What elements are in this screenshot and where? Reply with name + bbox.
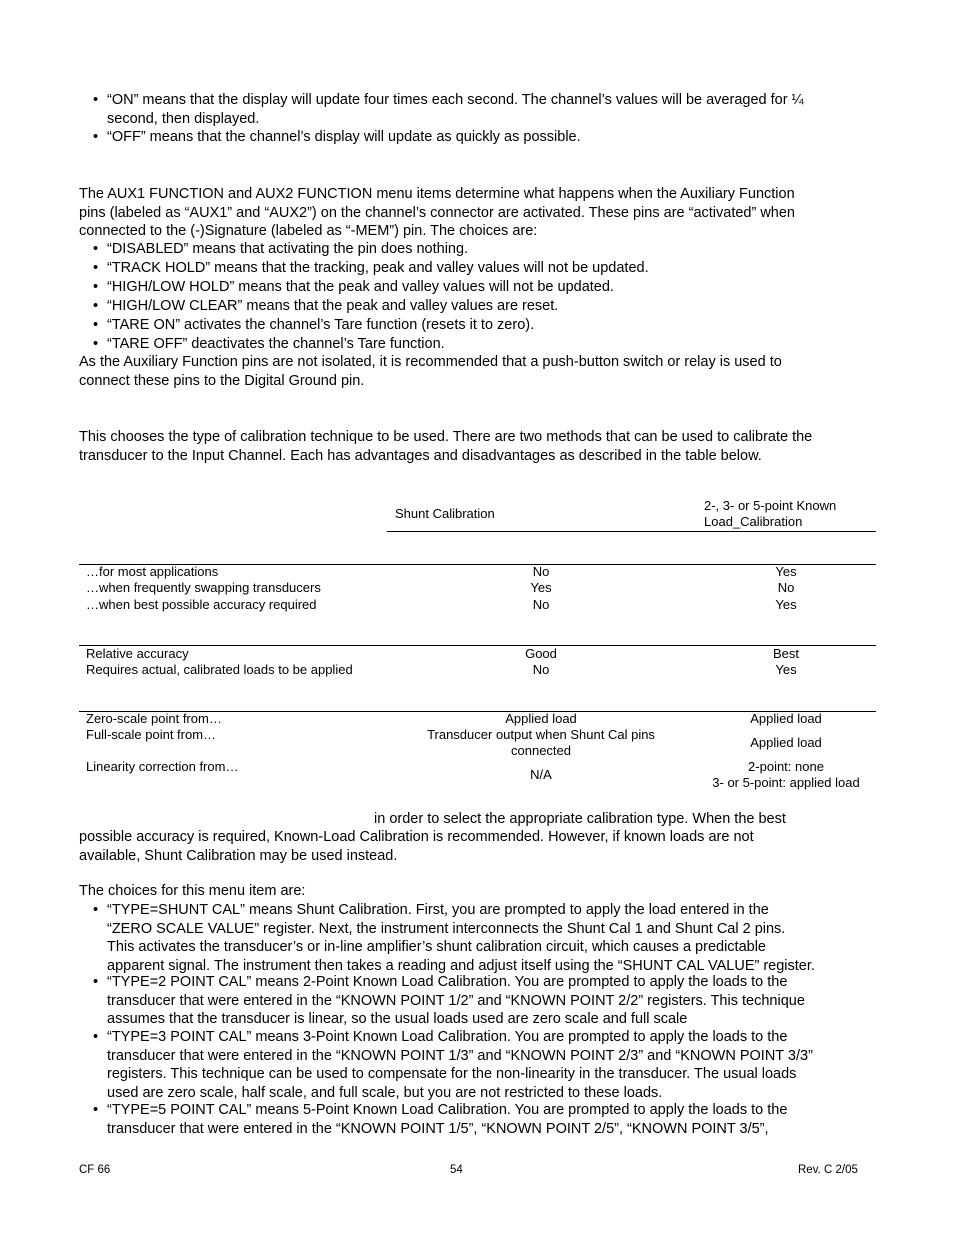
shunt-value: No	[532, 564, 550, 579]
cell-line: connected	[511, 743, 571, 759]
bullet: •	[93, 1102, 99, 1118]
bullet: •	[93, 260, 99, 276]
list-line: “TARE ON” activates the channel’s Tare function (resets it to zero).	[107, 317, 535, 333]
list-line: apparent signal. The instrument then takes a reading and adjust itself using the “SHUNT CAL VALUE” register.	[107, 957, 815, 974]
bullet: •	[93, 92, 99, 108]
row-label: Full-scale point from…	[86, 727, 217, 742]
bullet: •	[93, 279, 99, 295]
aux-note-paragraph	[79, 353, 782, 390]
list-line: “TYPE=5 POINT CAL” means 5-Point Known Load Calibration. You are prompted to apply the loads to the	[107, 1102, 788, 1118]
known-value: Applied load	[750, 735, 822, 750]
shunt-value	[388, 727, 694, 760]
row-label: Relative accuracy	[86, 646, 189, 661]
known-value: No	[777, 580, 795, 595]
bullet: •	[93, 298, 99, 314]
list-item	[93, 1101, 788, 1138]
known-value	[694, 759, 878, 792]
list-line: “OFF” means that the channel’s display will update as quickly as possible.	[107, 129, 581, 145]
after-table-paragraph	[79, 828, 754, 865]
text-line: available, Shunt Calibration may be used instead.	[79, 847, 398, 864]
list-line: “TARE OFF” deactivates the channel’s Tare function.	[107, 336, 445, 352]
list-item	[93, 973, 805, 1029]
known-value: Yes	[775, 564, 797, 579]
known-value: Yes	[775, 662, 797, 677]
list-item	[93, 316, 535, 335]
list-line: “TRACK HOLD” means that the tracking, peak and valley values will not be updated.	[107, 260, 649, 276]
list-line: assumes that the transducer is linear, so the usual loads used are zero scale and full scale	[107, 1011, 688, 1028]
list-line: “TYPE=SHUNT CAL” means Shunt Calibration. First, you are prompted to apply the load entered in the	[107, 902, 769, 918]
column-header-known-load	[704, 498, 836, 531]
header-divider	[387, 531, 876, 532]
known-value: Applied load	[750, 711, 822, 726]
bullet: •	[93, 1029, 99, 1045]
shunt-value: Applied load	[505, 711, 577, 726]
row-label: …when best possible accuracy required	[86, 597, 317, 612]
list-item	[93, 297, 559, 316]
bullet: •	[93, 974, 99, 990]
footer-page-number: 54	[450, 1164, 463, 1176]
footer-doc-id: CF 66	[79, 1164, 111, 1176]
cell-line: 2-point: none	[748, 759, 824, 774]
bullet: •	[93, 336, 99, 352]
shunt-value: N/A	[530, 767, 552, 782]
list-line: transducer that were entered in the “KNOWN POINT 1/5”, “KNOWN POINT 2/5”, “KNOWN POINT 3/5”,	[107, 1120, 769, 1137]
list-item	[93, 1028, 813, 1102]
cell-line: 3- or 5-point: applied load	[712, 775, 860, 791]
bullet: •	[93, 129, 99, 145]
row-label: Zero-scale point from…	[86, 711, 222, 726]
shunt-value: No	[532, 662, 550, 677]
text-line: connect these pins to the Digital Ground pin.	[79, 372, 365, 389]
shunt-value: Yes	[530, 580, 552, 595]
text-line: As the Auxiliary Function pins are not isolated, it is recommended that a push-button switch or relay is used to	[79, 354, 782, 370]
list-item	[93, 128, 581, 147]
list-line: “HIGH/LOW HOLD” means that the peak and valley values will not be updated.	[107, 279, 614, 295]
text-line: The AUX1 FUNCTION and AUX2 FUNCTION menu items determine what happens when the Auxiliary Function	[79, 186, 795, 202]
bullet: •	[93, 902, 99, 918]
list-item	[93, 335, 445, 354]
list-line: used are zero scale, half scale, and full scale, but you are not restricted to these loads.	[107, 1084, 663, 1101]
column-header-shunt: Shunt Calibration	[395, 506, 495, 521]
text-line: possible accuracy is required, Known-Load Calibration is recommended. However, if known loads are not	[79, 829, 754, 845]
list-line: second, then displayed.	[107, 110, 260, 127]
bullet: •	[93, 317, 99, 333]
row-label: …for most applications	[86, 564, 219, 579]
list-item	[93, 91, 804, 128]
shunt-value: Good	[525, 646, 557, 661]
list-line: “ON” means that the display will update four times each second. The channel’s values will be averaged for ¼	[107, 92, 804, 108]
aux-intro-paragraph	[79, 185, 795, 241]
text-line: pins (labeled as “AUX1” and “AUX2”) on the channel’s connector are activated. These pins are “activated” when	[79, 204, 795, 221]
text-line: connected to the (-)Signature (labeled as “-MEM”) pin. The choices are:	[79, 223, 538, 240]
list-line: “DISABLED” means that activating the pin does nothing.	[107, 241, 469, 257]
shunt-value: No	[532, 597, 550, 612]
known-value: Yes	[775, 597, 797, 612]
cal-intro-paragraph	[79, 428, 812, 465]
list-line: transducer that were entered in the “KNOWN POINT 1/2” and “KNOWN POINT 2/2” registers. This technique	[107, 992, 805, 1009]
text-line: transducer to the Input Channel. Each has advantages and disadvantages as described in the table below.	[79, 447, 762, 464]
row-label: Requires actual, calibrated loads to be applied	[86, 662, 353, 677]
list-line: registers. This technique can be used to compensate for the non-linearity in the transducer. The usual loads	[107, 1066, 797, 1083]
list-line: transducer that were entered in the “KNOWN POINT 1/3” and “KNOWN POINT 2/3” and “KNOWN POINT 3/3”	[107, 1047, 813, 1064]
bullet: •	[93, 241, 99, 257]
footer-revision: Rev. C 2/05	[798, 1164, 858, 1176]
list-line: “TYPE=3 POINT CAL” means 3-Point Known Load Calibration. You are prompted to apply the loads to the	[107, 1029, 788, 1045]
list-line: This activates the transducer’s or in-line amplifier’s shunt calibration circuit, which causes a predictable	[107, 939, 766, 956]
choices-intro: The choices for this menu item are:	[79, 883, 306, 899]
row-label: …when frequently swapping transducers	[86, 580, 321, 595]
text-line: This chooses the type of calibration technique to be used. There are two methods that can be used to calibrate the	[79, 429, 813, 445]
list-item	[93, 901, 815, 975]
header-line: Load_Calibration	[704, 514, 803, 530]
cell-line: Transducer output when Shunt Cal pins	[427, 727, 655, 742]
list-item	[93, 278, 614, 297]
known-value: Best	[772, 646, 799, 661]
list-item	[93, 259, 649, 278]
row-label: Linearity correction from…	[86, 759, 239, 774]
list-line: “HIGH/LOW CLEAR” means that the peak and valley values are reset.	[107, 298, 559, 314]
text-line: in order to select the appropriate calibration type. When the best	[374, 811, 786, 827]
list-item	[93, 240, 469, 259]
header-line: 2-, 3- or 5-point Known	[704, 498, 837, 513]
list-line: “TYPE=2 POINT CAL” means 2-Point Known Load Calibration. You are prompted to apply the loads to the	[107, 974, 788, 990]
list-line: “ZERO SCALE VALUE” register. Next, the instrument interconnects the Shunt Cal 1 and Shunt Cal 2 pins.	[107, 920, 786, 937]
